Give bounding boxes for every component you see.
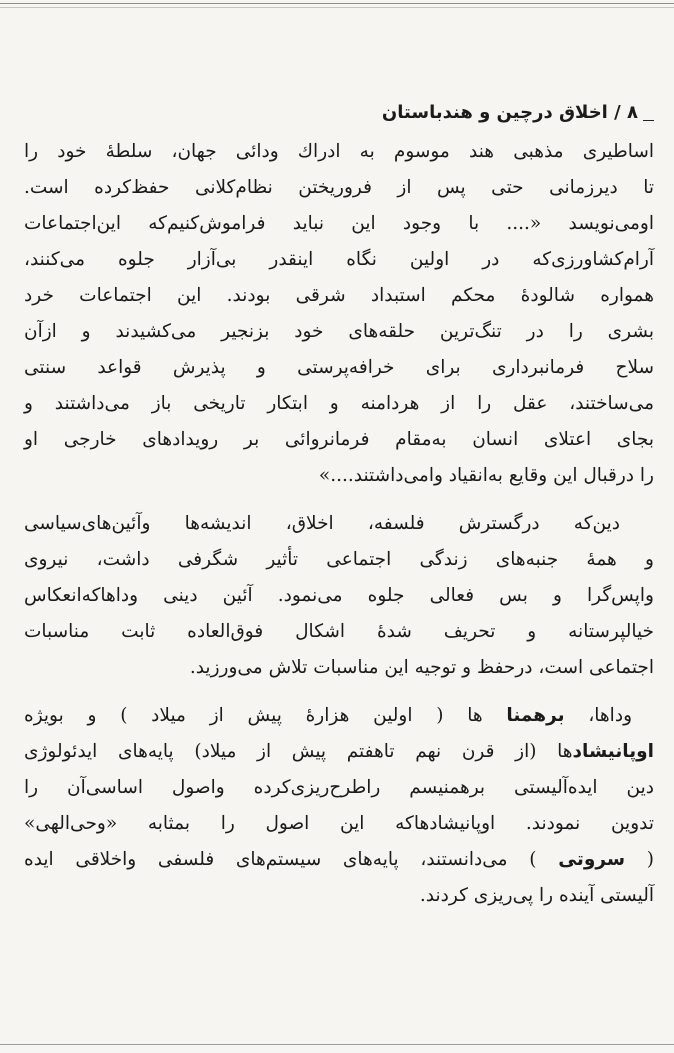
header-separator: / bbox=[614, 102, 621, 123]
text-line: همواره شالودهٔ محکم استبداد شرقی بودند. این اجتماعات خرد bbox=[24, 285, 654, 306]
text-line: دین ایده‌آلیستی برهمنیسم راطرح‌ریزی‌کرده واصول اساسی‌آن را bbox=[24, 777, 654, 798]
text-line: و همهٔ جنبه‌های زندگی اجتماعی تأثیر شگرفی داشت، نیروی bbox=[24, 549, 654, 570]
paragraph-gap bbox=[20, 494, 658, 506]
text-line: دین‌که درگسترش فلسفه، اخلاق، اندیشه‌ها وآئین‌های‌سیاسی bbox=[24, 513, 620, 534]
text-line: سلاح فرمانبرداری برای خرافه‌پرستی و پذیرش قواعد سنتی bbox=[24, 357, 654, 378]
text-line bbox=[20, 734, 658, 770]
bold-term: سروتی bbox=[558, 849, 626, 870]
text-segment: وداها، bbox=[564, 705, 632, 726]
page-number: ۸ bbox=[627, 102, 638, 123]
text-line: بجای اعتلای انسان به‌مقام فرمانروائی بر رویدادهای خارجی او bbox=[24, 429, 654, 450]
text-line bbox=[20, 842, 658, 878]
text-line: اجتماعی است، درحفظ و توجیه این مناسبات تلاش می‌ورزید. bbox=[189, 657, 654, 678]
paragraph bbox=[20, 698, 658, 914]
text-line: را درقبال این وقایع به‌انقیاد وامی‌داشتند....» bbox=[318, 465, 654, 486]
paragraph bbox=[20, 134, 658, 494]
header-text bbox=[382, 102, 638, 123]
page-top-border-inner bbox=[0, 7, 674, 8]
text-line: تدوین نمودند. اوپانیشادها‌که این اصول را بمثابه «وحی‌الهی» bbox=[24, 813, 654, 834]
page-bottom-border bbox=[0, 1044, 674, 1045]
text-line: اومی‌نویسد «.... با وجود این نباید فراموش‌کنیم‌که این‌اجتماعات bbox=[24, 213, 654, 234]
text-line: آلیستی آینده را پی‌ریزی کردند. bbox=[419, 885, 654, 906]
text-segment: ( bbox=[625, 849, 654, 870]
chapter-title: اخلاق درچین و هندباستان bbox=[381, 102, 608, 123]
text-line: اساطیری مذهبی هند موسوم به ادراك ودائی جهان، سلطهٔ خود را bbox=[24, 141, 654, 162]
text-line: آرام‌کشاورزی‌که در اولین نگاه اینقدر بی‌آزار جلوه می‌کنند، bbox=[24, 249, 654, 270]
text-segment: ) می‌دانستند، پایه‌های سیستم‌های فلسفی واخلاقی ایده‌ bbox=[24, 849, 559, 870]
header-dash bbox=[643, 120, 654, 121]
bold-term: اوپانیشاد bbox=[572, 741, 654, 762]
paragraph bbox=[20, 506, 658, 686]
text-line: تا دیرزمانی حتی پس از فروریختن نظام‌کلانی حفظ‌کرده است. bbox=[24, 177, 654, 198]
text-line: می‌ساختند، عقل را از هردامنه و ابتکار تاریخی باز می‌داشتند و bbox=[24, 393, 654, 414]
text-line: واپس‌گرا و بس فعالی جلوه می‌نمود. آئین دینی وداها‌که‌انعکاس bbox=[24, 585, 654, 606]
text-segment: ها ( اولین هزارهٔ پیش از میلاد ) و بویژه bbox=[24, 705, 507, 726]
paragraph-gap bbox=[20, 686, 658, 698]
document-page bbox=[20, 90, 658, 914]
text-line: بشری را در تنگ‌ترین حلقه‌های خود بزنجیر می‌کشیدند و ازآن bbox=[24, 321, 654, 342]
text-segment: ها (از قرن نهم تاهفتم پیش از میلاد) پایه‌های ایدئولوژی bbox=[24, 741, 573, 762]
page-top-border bbox=[0, 3, 674, 4]
bold-term: برهمنا bbox=[506, 705, 565, 726]
running-header bbox=[20, 90, 658, 134]
text-line bbox=[20, 698, 658, 734]
body-text bbox=[20, 134, 658, 914]
text-line: خیالپرستانه و تحریف شدهٔ اشکال فوق‌العاده ثابت مناسبات bbox=[24, 621, 654, 642]
